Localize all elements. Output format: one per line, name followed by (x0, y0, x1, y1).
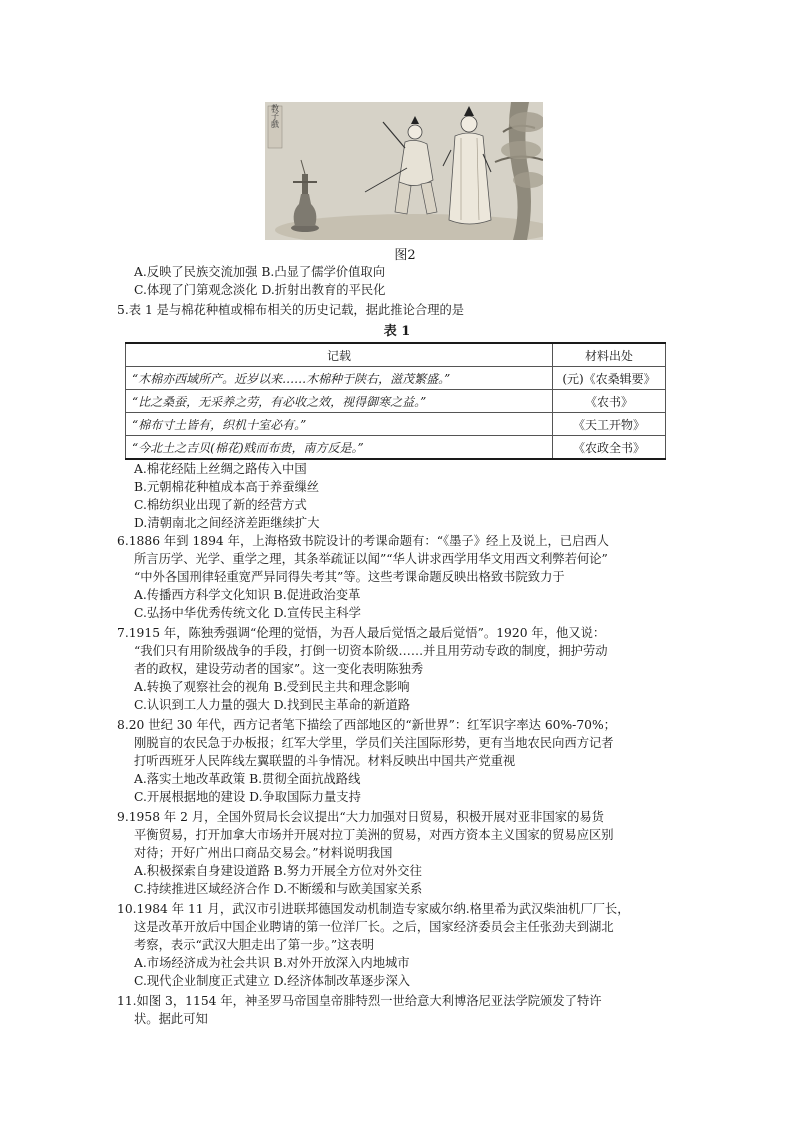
table-header-source: 材料出处 (553, 343, 666, 367)
q9-stem-line: 平衡贸易，打开加拿大市场并开展对拉丁美洲的贸易，对西方资本主义国家的贸易应区别 (134, 828, 614, 842)
record-source: 《天工开物》 (553, 413, 666, 436)
q6-stem-line: 所言历学、光学、重学之理，其条举疏证以闻”“华人讲求西学用华文用西文利弊若何论” (134, 552, 608, 566)
table-row (126, 390, 666, 413)
q6-stem-line: 6.1886 年到 1894 年，上海格致书院设计的考课命题有：“《墨子》经上及说上，已启西人 (117, 534, 609, 548)
q5-option-d: D.清朝南北之间经济差距继续扩大 (134, 516, 320, 530)
q7-stem-line: 7.1915 年，陈独秀强调“伦理的觉悟，为吾人最后觉悟之最后觉悟”。1920 年，他又说： (117, 626, 606, 640)
table-title: 表 1 (383, 324, 411, 339)
q9-option-ab: A.积极探索自身建设道路 B.努力开展全方位对外交往 (134, 864, 422, 878)
q4-option-cd: C.体现了门第观念淡化 D.折射出教育的平民化 (134, 283, 386, 297)
q4-option-ab: A.反映了民族交流加强 B.凸显了儒学价值取向 (134, 265, 385, 279)
q8-stem-line: 8.20 世纪 30 年代，西方记者笔下描绘了西部地区的“新世界”：红军识字率达 60%-70%； (117, 718, 616, 732)
record-text: “比之桑蚕，无采养之劳，有必收之效，视得御寒之益。” (126, 390, 553, 413)
q6-option-ab: A.传播西方科学文化知识 B.促进政治变革 (134, 588, 361, 602)
q5-option-a: A.棉花经陆上丝绸之路传入中国 (134, 462, 307, 476)
q9-option-cd: C.持续推进区域经济合作 D.不断缓和与欧美国家关系 (134, 882, 423, 896)
q10-stem-line: 10.1984 年 11 月，武汉市引进联邦德国发动机制造专家威尔纳.格里希为武汉柴油机厂厂长， (117, 902, 630, 916)
q10-option-ab: A.市场经济成为社会共识 B.对外开放深入内地城市 (134, 956, 410, 970)
q7-stem-line: 者的政权，建设劳动者的国家”。这一变化表明陈独秀 (134, 662, 424, 676)
q9-stem-line: 9.1958 年 2 月，全国外贸局长会议提出“大力加强对日贸易，积极开展对亚非国家的易货 (117, 810, 604, 824)
q5-option-b: B.元朝棉花种植成本高于养蚕缫丝 (134, 480, 320, 494)
record-source: (元)《农桑辑要》 (553, 367, 666, 390)
q8-stem-line: 刚脱盲的农民急于办板报；红军大学里，学员们关注国际形势，更有当地农民向西方记者 (134, 736, 614, 750)
q7-option-cd: C.认识到工人力量的强大 D.找到民主革命的新道路 (134, 698, 411, 712)
figure-caption: 图2 (394, 248, 416, 263)
record-text: “今北土之吉贝(棉花)贱而布贵，南方反是。” (126, 436, 553, 460)
painting-inscription: 教子戲 (270, 104, 280, 128)
q10-option-cd: C.现代企业制度正式建立 D.经济体制改革逐步深入 (134, 974, 411, 988)
q9-stem-line: 对待；开好广州出口商品交易会。”材料说明我国 (134, 846, 393, 860)
q6-stem-line: “中外各国刑律轻重宽严异同得失考其”等。这些考课命题反映出格致书院致力于 (134, 570, 565, 584)
q7-option-ab: A.转换了观察社会的视角 B.受到民主共和理念影响 (134, 680, 410, 694)
q10-stem-line: 这是改革开放后中国企业聘请的第一位洋厂长。之后，国家经济委员会主任张劲夫到湖北 (134, 920, 614, 934)
q10-stem-line: 考察，表示“武汉大胆走出了第一步。”这表明 (134, 938, 375, 952)
record-source: 《农书》 (553, 390, 666, 413)
q5-option-c: C.棉纺织业出现了新的经营方式 (134, 498, 307, 512)
q5-stem: 5.表 1 是与棉花种植或棉布相关的历史记载，据此推论合理的是 (117, 303, 465, 317)
table-row (126, 367, 666, 390)
q7-stem-line: “我们只有用阶级战争的手段，打倒一切资本阶级……并且用劳动专政的制度，拥护劳动 (134, 644, 608, 658)
record-text: “棉布寸土皆有，织机十室必有。” (126, 413, 553, 436)
q8-option-ab: A.落实土地改革政策 B.贯彻全面抗战路线 (134, 772, 361, 786)
record-source: 《农政全书》 (553, 436, 666, 460)
q8-stem-line: 打听西班牙人民阵线左翼联盟的斗争情况。材料反映出中国共产党重视 (134, 754, 516, 768)
table-header-row (126, 343, 666, 367)
table-header-record: 记载 (126, 343, 553, 367)
q6-option-cd: C.弘扬中华优秀传统文化 D.宣传民主科学 (134, 606, 361, 620)
table-row (126, 413, 666, 436)
figure-2-painting (265, 102, 543, 240)
records-table (125, 342, 666, 460)
table-row (126, 436, 666, 460)
record-text: “木棉亦西域所产。近岁以来……木棉种于陕右，滋茂繁盛。” (126, 367, 553, 390)
q8-option-cd: C.开展根据地的建设 D.争取国际力量支持 (134, 790, 361, 804)
q11-stem-line: 状。据此可知 (134, 1012, 208, 1026)
q11-stem-line: 11.如图 3，1154 年，神圣罗马帝国皇帝腓特烈一世给意大利博洛尼亚法学院颁发了特许 (117, 994, 602, 1008)
